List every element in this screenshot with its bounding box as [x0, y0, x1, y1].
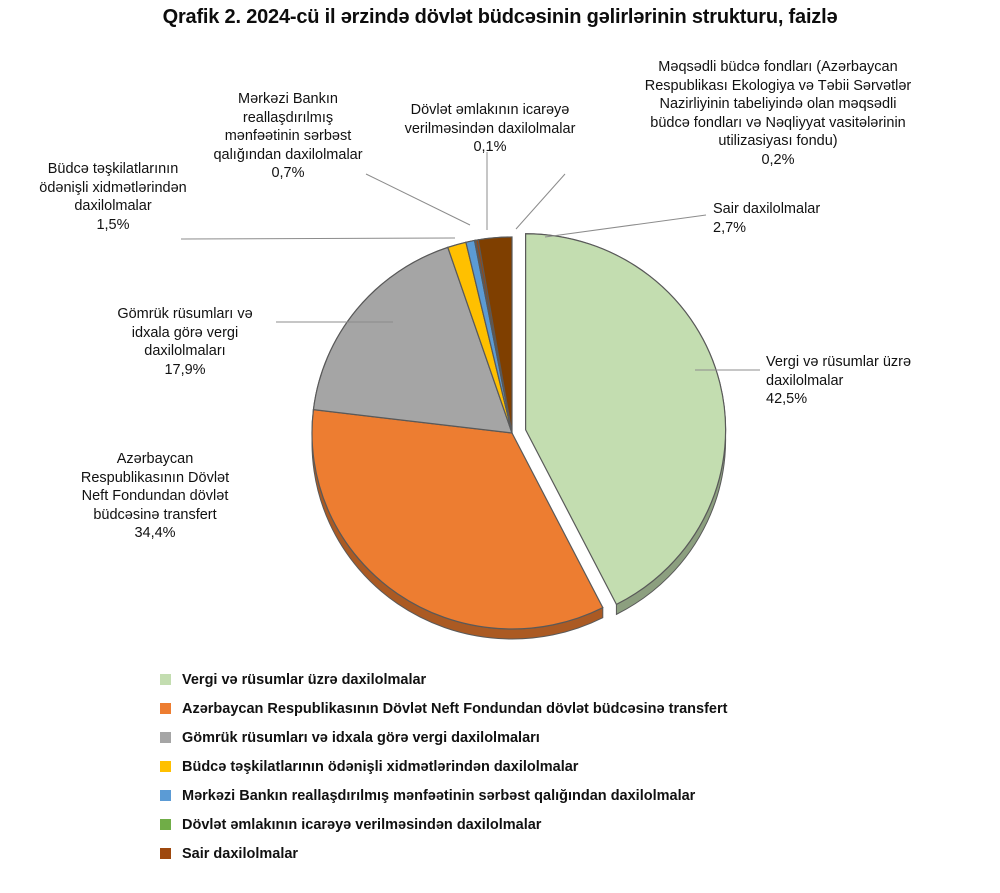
- legend-swatch-icon: [160, 790, 171, 801]
- callout-label: Məqsədli büdcə fondları (Azərbaycan Respublikası Ekologiya və Təbii Sərvətlər Nazirliyinin tabeliyində olan məqsədli büdcə fondları və Nəqliyyat vasitələrinin utilizasiyası fondu): [644, 59, 912, 150]
- callout-dovlet-emlaki: [385, 101, 595, 157]
- leader-line-merkezi-bank: [366, 174, 470, 225]
- callout-meqsedli-budce-fondlari: [608, 58, 948, 169]
- callout-value: 0,2%: [761, 151, 795, 168]
- legend-item[interactable]: [160, 810, 920, 839]
- legend-swatch-icon: [160, 848, 171, 859]
- legend-item[interactable]: [160, 781, 920, 810]
- callout-sair-daxilolmalar: [713, 200, 933, 237]
- callout-merkezi-bank: [198, 90, 378, 183]
- callout-label: Sair daxilolmalar: [713, 201, 821, 217]
- legend-item[interactable]: [160, 752, 920, 781]
- leader-line-sair-daxilolmalar: [545, 215, 706, 237]
- legend-item[interactable]: [160, 665, 920, 694]
- legend-item-label: Sair daxilolmalar: [182, 845, 299, 862]
- callout-label: Vergi və rüsumlar üzrə daxilolmalar: [766, 354, 912, 389]
- callout-value: 2,7%: [713, 219, 747, 236]
- legend-item-label: Mərkəzi Bankın reallaşdırılmış mənfəətinin sərbəst qalığından daxilolmalar: [182, 787, 696, 804]
- callout-value: 17,9%: [164, 361, 206, 378]
- legend-item-label: Gömrük rüsumları və idxala görə vergi daxilolmaları: [182, 729, 540, 746]
- callout-value: 0,7%: [271, 165, 305, 182]
- callout-label: Dövlət əmlakının icarəyə verilməsindən daxilolmalar: [404, 102, 576, 137]
- legend-swatch-icon: [160, 819, 171, 830]
- callout-value: 34,4%: [134, 525, 176, 542]
- callout-value: 42,5%: [766, 391, 808, 408]
- leader-line-meqsedli-budce-fondlari: [516, 174, 565, 229]
- legend-swatch-icon: [160, 703, 171, 714]
- legend-item-label: Vergi və rüsumlar üzrə daxilolmalar: [182, 671, 427, 688]
- chart-title: Qrafik 2. 2024-cü il ərzində dövlət büdcəsinin gəlirlərinin strukturu, faizlə: [162, 6, 838, 28]
- legend-item[interactable]: [160, 723, 920, 752]
- legend-item[interactable]: [160, 694, 920, 723]
- callout-vergi-ve-rusumlar: [766, 353, 976, 409]
- legend-item-label: Büdcə təşkilatlarının ödənişli xidmətlərindən daxilolmalar: [182, 758, 579, 775]
- chart-legend: [160, 665, 920, 868]
- callout-value: 1,5%: [96, 216, 130, 233]
- callout-value: 0,1%: [473, 139, 507, 156]
- callout-label: Mərkəzi Bankın reallaşdırılmış mənfəətinin sərbəst qalığından daxilolmalar: [213, 91, 363, 163]
- callout-label: Gömrük rüsumları və idxala görə vergi daxilolmaları: [117, 306, 253, 360]
- legend-item-label: Dövlət əmlakının icarəyə verilməsindən daxilolmalar: [182, 816, 542, 833]
- pie-slices: [312, 234, 726, 639]
- callout-gomruk-rusumlari: [95, 305, 275, 379]
- legend-swatch-icon: [160, 761, 171, 772]
- callout-neft-fondu-transfert: [55, 450, 255, 543]
- legend-swatch-icon: [160, 732, 171, 743]
- callout-label: Büdcə təşkilatlarının ödənişli xidmətlərindən daxilolmalar: [39, 161, 187, 215]
- legend-swatch-icon: [160, 674, 171, 685]
- leader-line-budce-teskilatlari: [181, 238, 455, 239]
- callout-label: Azərbaycan Respublikasının Dövlət Neft Fondundan dövlət büdcəsinə transfert: [80, 451, 230, 523]
- callout-budce-teskilatlari: [18, 160, 208, 234]
- legend-item-label: Azərbaycan Respublikasının Dövlət Neft Fondundan dövlət büdcəsinə transfert: [182, 700, 728, 717]
- legend-item[interactable]: [160, 839, 920, 868]
